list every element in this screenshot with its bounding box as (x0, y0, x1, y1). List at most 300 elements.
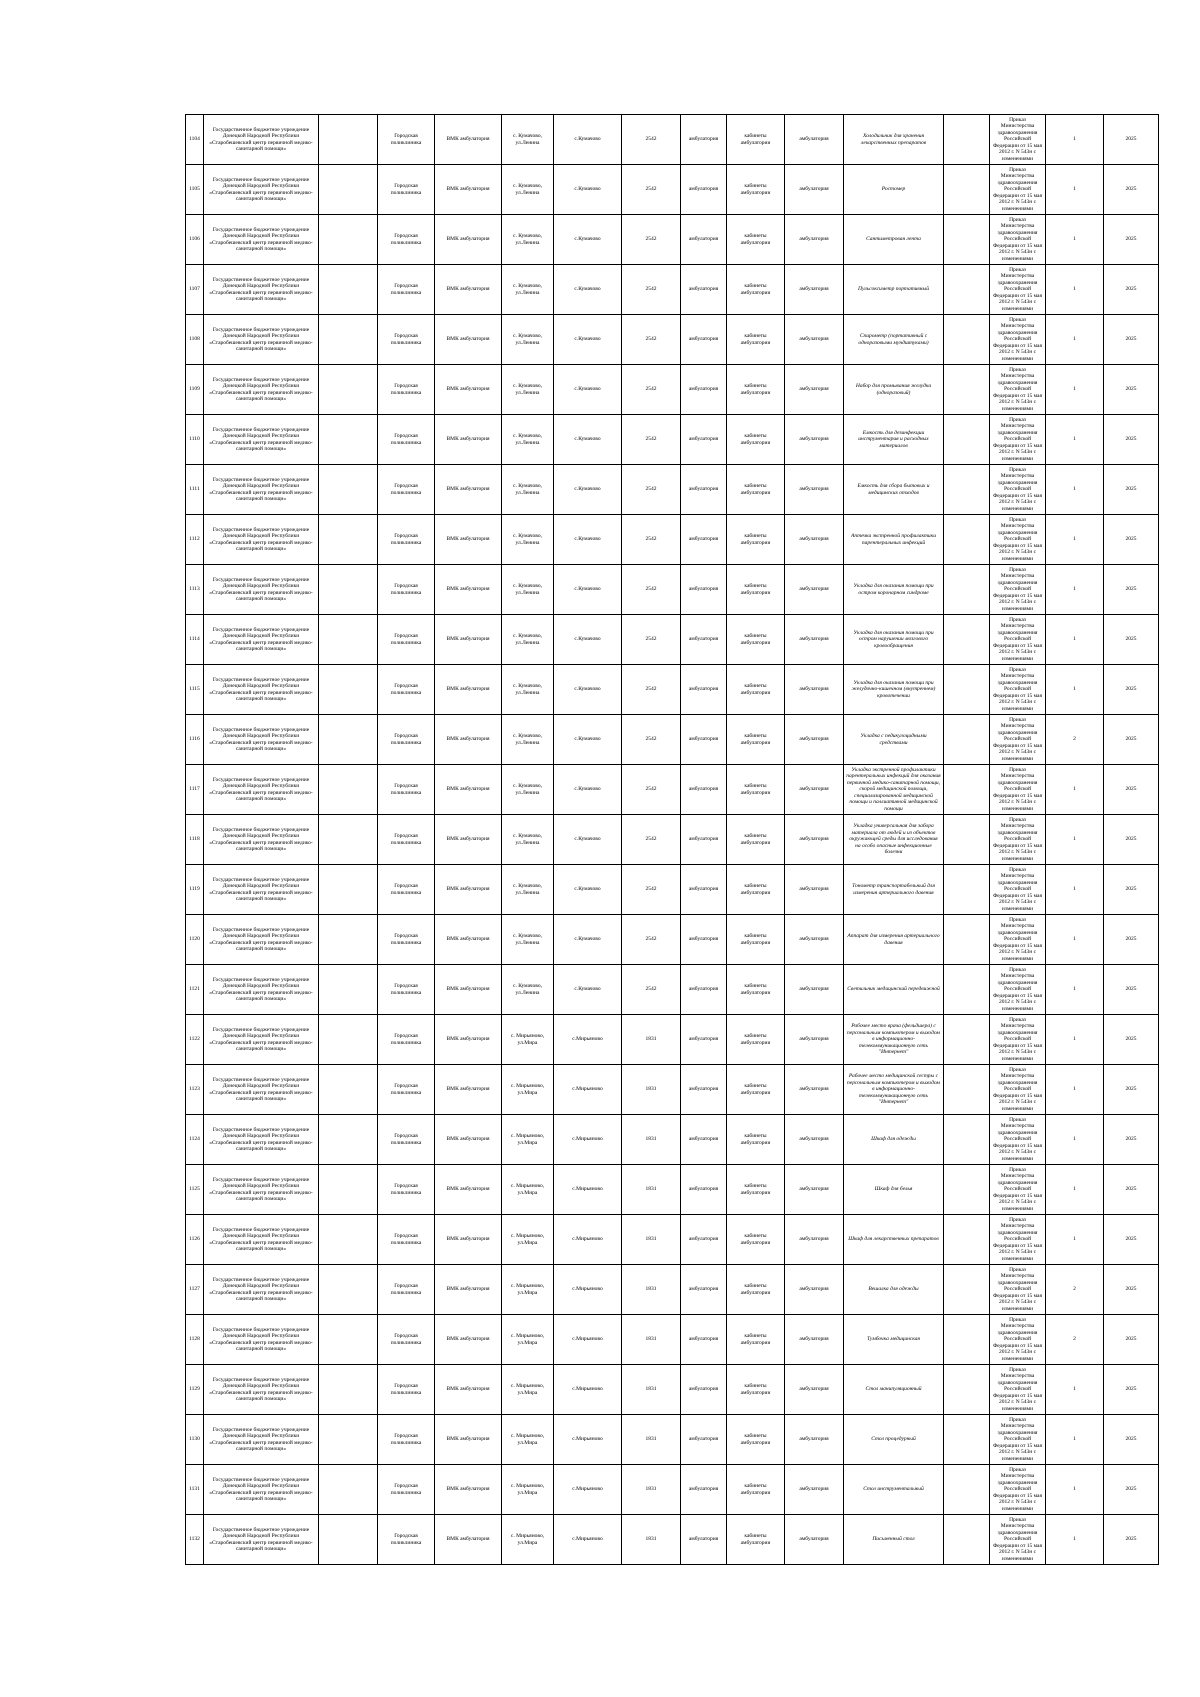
table-row (186, 1115, 1159, 1165)
area-cell: Городская поликлиника (378, 815, 435, 865)
code-cell: 1831 (622, 1115, 681, 1165)
profile-cell: амбулатория (785, 1165, 844, 1215)
code-cell: 1831 (622, 1065, 681, 1115)
organization-cell: Государственное бюджетное учреждение Донецкой Народной Республики «Старобешевский центр первичной медико-санитарной помощи» (204, 615, 319, 665)
row-number: 1127 (186, 1265, 204, 1315)
year-cell: 2025 (1104, 115, 1159, 165)
table-row (186, 1515, 1159, 1565)
empty-cell (319, 1365, 378, 1415)
organization-cell: Государственное бюджетное учреждение Донецкой Народной Республики «Старобешевский центр первичной медико-санитарной помощи» (204, 1365, 319, 1415)
quantity-cell: 1 (1046, 1415, 1104, 1465)
room-cell: кабинеты амбулатории (727, 1215, 785, 1265)
quantity-cell: 1 (1046, 1465, 1104, 1515)
equipment-cell: Рабочее место медицинской сестры с персональным компьютером и выходом в информационно-телекоммуникационную сеть "Интернет" (844, 1065, 944, 1115)
profile-cell: амбулатория (785, 765, 844, 815)
area-cell: Городская поликлиника (378, 515, 435, 565)
department-type-cell: амбулатория (681, 215, 727, 265)
unit-cell: ВМК амбулатория (435, 165, 502, 215)
profile-cell: амбулатория (785, 865, 844, 915)
row-number: 1116 (186, 715, 204, 765)
table-row (186, 465, 1159, 515)
area-cell: Городская поликлиника (378, 1265, 435, 1315)
room-cell: кабинеты амбулатории (727, 115, 785, 165)
row-number: 1104 (186, 115, 204, 165)
empty-cell (944, 1015, 990, 1065)
quantity-cell: 1 (1046, 215, 1104, 265)
locality-cell: с.Мирьяново (554, 1015, 622, 1065)
unit-cell: ВМК амбулатория (435, 915, 502, 965)
address-cell: с. Мирьяново, ул.Мира (502, 1515, 554, 1565)
row-number: 1122 (186, 1015, 204, 1065)
code-cell: 2542 (622, 215, 681, 265)
locality-cell: с.Мирьяново (554, 1115, 622, 1165)
row-number: 1125 (186, 1165, 204, 1215)
organization-cell: Государственное бюджетное учреждение Донецкой Народной Республики «Старобешевский центр первичной медико-санитарной помощи» (204, 515, 319, 565)
locality-cell: с.Кумачово (554, 515, 622, 565)
empty-cell (944, 365, 990, 415)
locality-cell: с.Кумачово (554, 665, 622, 715)
locality-cell: с.Кумачово (554, 765, 622, 815)
year-cell: 2025 (1104, 1115, 1159, 1165)
equipment-cell: Пульсоксиметр портативный (844, 265, 944, 315)
organization-cell: Государственное бюджетное учреждение Донецкой Народной Республики «Старобешевский центр первичной медико-санитарной помощи» (204, 815, 319, 865)
room-cell: кабинеты амбулатории (727, 615, 785, 665)
department-type-cell: амбулатория (681, 265, 727, 315)
year-cell: 2025 (1104, 365, 1159, 415)
empty-cell (944, 215, 990, 265)
empty-cell (319, 1315, 378, 1365)
row-number: 1117 (186, 765, 204, 815)
year-cell: 2025 (1104, 765, 1159, 815)
row-number: 1126 (186, 1215, 204, 1265)
year-cell: 2025 (1104, 965, 1159, 1015)
year-cell: 2025 (1104, 1015, 1159, 1065)
quantity-cell: 1 (1046, 365, 1104, 415)
row-number: 1132 (186, 1515, 204, 1565)
locality-cell: с.Кумачово (554, 715, 622, 765)
department-type-cell: амбулатория (681, 115, 727, 165)
empty-cell (319, 1165, 378, 1215)
year-cell: 2025 (1104, 1265, 1159, 1315)
empty-cell (319, 965, 378, 1015)
address-cell: с. Мирьяново, ул.Мира (502, 1265, 554, 1315)
table-row (186, 1215, 1159, 1265)
address-cell: с. Кумачово, ул.Ленина (502, 215, 554, 265)
row-number: 1106 (186, 215, 204, 265)
unit-cell: ВМК амбулатория (435, 615, 502, 665)
year-cell: 2025 (1104, 1065, 1159, 1115)
address-cell: с. Кумачово, ул.Ленина (502, 465, 554, 515)
year-cell: 2025 (1104, 1365, 1159, 1415)
quantity-cell: 1 (1046, 1065, 1104, 1115)
locality-cell: с.Кумачово (554, 915, 622, 965)
empty-cell (944, 565, 990, 615)
code-cell: 2542 (622, 765, 681, 815)
quantity-cell: 2 (1046, 1315, 1104, 1365)
locality-cell: с.Кумачово (554, 415, 622, 465)
code-cell: 1831 (622, 1365, 681, 1415)
address-cell: с. Кумачово, ул.Ленина (502, 615, 554, 665)
empty-cell (944, 515, 990, 565)
order-reference-cell: Приказ Министерства здравоохранения Российской Федерации от 15 мая 2012 г. N 543н с изменениями (990, 1065, 1046, 1115)
year-cell: 2025 (1104, 1465, 1159, 1515)
organization-cell: Государственное бюджетное учреждение Донецкой Народной Республики «Старобешевский центр первичной медико-санитарной помощи» (204, 1515, 319, 1565)
equipment-cell: Стол манипуляционный (844, 1365, 944, 1415)
empty-cell (944, 315, 990, 365)
room-cell: кабинеты амбулатории (727, 465, 785, 515)
department-type-cell: амбулатория (681, 1115, 727, 1165)
equipment-table (185, 114, 1159, 1565)
address-cell: с. Кумачово, ул.Ленина (502, 515, 554, 565)
organization-cell: Государственное бюджетное учреждение Донецкой Народной Республики «Старобешевский центр первичной медико-санитарной помощи» (204, 415, 319, 465)
unit-cell: ВМК амбулатория (435, 1415, 502, 1465)
code-cell: 1831 (622, 1415, 681, 1465)
empty-cell (319, 1415, 378, 1465)
unit-cell: ВМК амбулатория (435, 465, 502, 515)
equipment-cell: Укладка для оказания помощи при желудочно-кишечном (внутреннем) кровотечении (844, 665, 944, 715)
area-cell: Городская поликлиника (378, 1115, 435, 1165)
locality-cell: с.Кумачово (554, 115, 622, 165)
year-cell: 2025 (1104, 815, 1159, 865)
code-cell: 2542 (622, 165, 681, 215)
equipment-cell: Укладка для оказания помощи при остром нарушении мозгового кровообращения (844, 615, 944, 665)
department-type-cell: амбулатория (681, 815, 727, 865)
empty-cell (319, 1115, 378, 1165)
equipment-cell: Шкаф для лекарственных препаратов (844, 1215, 944, 1265)
department-type-cell: амбулатория (681, 915, 727, 965)
department-type-cell: амбулатория (681, 1365, 727, 1415)
year-cell: 2025 (1104, 1315, 1159, 1365)
quantity-cell: 1 (1046, 915, 1104, 965)
table-row (186, 565, 1159, 615)
organization-cell: Государственное бюджетное учреждение Донецкой Народной Республики «Старобешевский центр первичной медико-санитарной помощи» (204, 1265, 319, 1315)
code-cell: 1831 (622, 1265, 681, 1315)
organization-cell: Государственное бюджетное учреждение Донецкой Народной Республики «Старобешевский центр первичной медико-санитарной помощи» (204, 265, 319, 315)
room-cell: кабинеты амбулатории (727, 1415, 785, 1465)
quantity-cell: 1 (1046, 815, 1104, 865)
locality-cell: с.Мирьяново (554, 1365, 622, 1415)
profile-cell: амбулатория (785, 915, 844, 965)
area-cell: Городская поликлиника (378, 1215, 435, 1265)
table-row (186, 1365, 1159, 1415)
code-cell: 2542 (622, 715, 681, 765)
table-row (186, 1165, 1159, 1215)
locality-cell: с.Кумачово (554, 165, 622, 215)
row-number: 1109 (186, 365, 204, 415)
empty-cell (319, 1065, 378, 1115)
table-row (186, 515, 1159, 565)
year-cell: 2025 (1104, 215, 1159, 265)
profile-cell: амбулатория (785, 465, 844, 515)
empty-cell (944, 265, 990, 315)
year-cell: 2025 (1104, 415, 1159, 465)
equipment-cell: Емкость для сбора бытовых и медицинских отходов (844, 465, 944, 515)
area-cell: Городская поликлиника (378, 665, 435, 715)
locality-cell: с.Кумачово (554, 565, 622, 615)
order-reference-cell: Приказ Министерства здравоохранения Российской Федерации от 15 мая 2012 г. N 543н с изменениями (990, 1265, 1046, 1315)
locality-cell: с.Кумачово (554, 215, 622, 265)
organization-cell: Государственное бюджетное учреждение Донецкой Народной Республики «Старобешевский центр первичной медико-санитарной помощи» (204, 365, 319, 415)
year-cell: 2025 (1104, 1415, 1159, 1465)
order-reference-cell: Приказ Министерства здравоохранения Российской Федерации от 15 мая 2012 г. N 543н с изменениями (990, 115, 1046, 165)
row-number: 1111 (186, 465, 204, 515)
department-type-cell: амбулатория (681, 165, 727, 215)
table-row (186, 265, 1159, 315)
year-cell: 2025 (1104, 565, 1159, 615)
equipment-cell: Укладка универсальная для забора материала от людей и из объектов окружающей среды для исследования на особо опасные инфекционные болезни (844, 815, 944, 865)
room-cell: кабинеты амбулатории (727, 215, 785, 265)
organization-cell: Государственное бюджетное учреждение Донецкой Народной Республики «Старобешевский центр первичной медико-санитарной помощи» (204, 715, 319, 765)
department-type-cell: амбулатория (681, 1215, 727, 1265)
room-cell: кабинеты амбулатории (727, 315, 785, 365)
organization-cell: Государственное бюджетное учреждение Донецкой Народной Республики «Старобешевский центр первичной медико-санитарной помощи» (204, 1115, 319, 1165)
year-cell: 2025 (1104, 265, 1159, 315)
row-number: 1105 (186, 165, 204, 215)
profile-cell: амбулатория (785, 265, 844, 315)
table-row (186, 1415, 1159, 1465)
quantity-cell: 1 (1046, 515, 1104, 565)
department-type-cell: амбулатория (681, 715, 727, 765)
empty-cell (319, 565, 378, 615)
department-type-cell: амбулатория (681, 1015, 727, 1065)
room-cell: кабинеты амбулатории (727, 965, 785, 1015)
equipment-cell: Емкость для дезинфекции инструментария и расходных материалов (844, 415, 944, 465)
order-reference-cell: Приказ Министерства здравоохранения Российской Федерации от 15 мая 2012 г. N 543н с изменениями (990, 615, 1046, 665)
unit-cell: ВМК амбулатория (435, 665, 502, 715)
equipment-cell: Сантиметровая лента (844, 215, 944, 265)
locality-cell: с.Мирьяново (554, 1465, 622, 1515)
order-reference-cell: Приказ Министерства здравоохранения Российской Федерации от 15 мая 2012 г. N 543н с изменениями (990, 215, 1046, 265)
year-cell: 2025 (1104, 615, 1159, 665)
year-cell: 2025 (1104, 165, 1159, 215)
room-cell: кабинеты амбулатории (727, 1465, 785, 1515)
organization-cell: Государственное бюджетное учреждение Донецкой Народной Республики «Старобешевский центр первичной медико-санитарной помощи» (204, 865, 319, 915)
address-cell: с. Мирьяново, ул.Мира (502, 1365, 554, 1415)
code-cell: 1831 (622, 1315, 681, 1365)
table-row (186, 615, 1159, 665)
profile-cell: амбулатория (785, 1465, 844, 1515)
equipment-cell: Укладка для оказания помощи при остром коронарном синдроме (844, 565, 944, 615)
department-type-cell: амбулатория (681, 515, 727, 565)
address-cell: с. Мирьяново, ул.Мира (502, 1415, 554, 1465)
table-row (186, 315, 1159, 365)
area-cell: Городская поликлиника (378, 765, 435, 815)
quantity-cell: 1 (1046, 665, 1104, 715)
year-cell: 2025 (1104, 865, 1159, 915)
quantity-cell: 1 (1046, 1365, 1104, 1415)
quantity-cell: 1 (1046, 865, 1104, 915)
year-cell: 2025 (1104, 715, 1159, 765)
empty-cell (944, 1065, 990, 1115)
unit-cell: ВМК амбулатория (435, 965, 502, 1015)
empty-cell (319, 665, 378, 715)
row-number: 1120 (186, 915, 204, 965)
unit-cell: ВМК амбулатория (435, 1015, 502, 1065)
empty-cell (319, 465, 378, 515)
unit-cell: ВМК амбулатория (435, 415, 502, 465)
unit-cell: ВМК амбулатория (435, 815, 502, 865)
unit-cell: ВМК амбулатория (435, 1465, 502, 1515)
row-number: 1119 (186, 865, 204, 915)
profile-cell: амбулатория (785, 365, 844, 415)
order-reference-cell: Приказ Министерства здравоохранения Российской Федерации от 15 мая 2012 г. N 543н с изменениями (990, 165, 1046, 215)
quantity-cell: 1 (1046, 765, 1104, 815)
organization-cell: Государственное бюджетное учреждение Донецкой Народной Республики «Старобешевский центр первичной медико-санитарной помощи» (204, 965, 319, 1015)
unit-cell: ВМК амбулатория (435, 565, 502, 615)
empty-cell (944, 415, 990, 465)
department-type-cell: амбулатория (681, 415, 727, 465)
profile-cell: амбулатория (785, 665, 844, 715)
row-number: 1110 (186, 415, 204, 465)
quantity-cell: 1 (1046, 1165, 1104, 1215)
area-cell: Городская поликлиника (378, 415, 435, 465)
empty-cell (944, 1265, 990, 1315)
table-row (186, 1265, 1159, 1315)
organization-cell: Государственное бюджетное учреждение Донецкой Народной Республики «Старобешевский центр первичной медико-санитарной помощи» (204, 315, 319, 365)
unit-cell: ВМК амбулатория (435, 1165, 502, 1215)
table-row (186, 115, 1159, 165)
department-type-cell: амбулатория (681, 1265, 727, 1315)
quantity-cell: 1 (1046, 565, 1104, 615)
profile-cell: амбулатория (785, 115, 844, 165)
code-cell: 2542 (622, 265, 681, 315)
code-cell: 2542 (622, 915, 681, 965)
room-cell: кабинеты амбулатории (727, 565, 785, 615)
table-row (186, 765, 1159, 815)
organization-cell: Государственное бюджетное учреждение Донецкой Народной Республики «Старобешевский центр первичной медико-санитарной помощи» (204, 565, 319, 615)
department-type-cell: амбулатория (681, 1065, 727, 1115)
year-cell: 2025 (1104, 515, 1159, 565)
order-reference-cell: Приказ Министерства здравоохранения Российской Федерации от 15 мая 2012 г. N 543н с изменениями (990, 315, 1046, 365)
locality-cell: с.Мирьяново (554, 1065, 622, 1115)
organization-cell: Государственное бюджетное учреждение Донецкой Народной Республики «Старобешевский центр первичной медико-санитарной помощи» (204, 665, 319, 715)
area-cell: Городская поликлиника (378, 1465, 435, 1515)
empty-cell (944, 1215, 990, 1265)
unit-cell: ВМК амбулатория (435, 865, 502, 915)
table-row (186, 815, 1159, 865)
quantity-cell: 1 (1046, 1215, 1104, 1265)
profile-cell: амбулатория (785, 1315, 844, 1365)
empty-cell (319, 815, 378, 865)
equipment-cell: Спирометр (портативный с одноразовыми мундштуками) (844, 315, 944, 365)
row-number: 1115 (186, 665, 204, 715)
address-cell: с. Мирьяново, ул.Мира (502, 1065, 554, 1115)
address-cell: с. Кумачово, ул.Ленина (502, 965, 554, 1015)
organization-cell: Государственное бюджетное учреждение Донецкой Народной Республики «Старобешевский центр первичной медико-санитарной помощи» (204, 1465, 319, 1515)
department-type-cell: амбулатория (681, 1465, 727, 1515)
empty-cell (319, 115, 378, 165)
address-cell: с. Кумачово, ул.Ленина (502, 815, 554, 865)
empty-cell (944, 715, 990, 765)
unit-cell: ВМК амбулатория (435, 365, 502, 415)
area-cell: Городская поликлиника (378, 715, 435, 765)
department-type-cell: амбулатория (681, 665, 727, 715)
quantity-cell: 2 (1046, 715, 1104, 765)
order-reference-cell: Приказ Министерства здравоохранения Российской Федерации от 15 мая 2012 г. N 543н с изменениями (990, 965, 1046, 1015)
empty-cell (944, 115, 990, 165)
order-reference-cell: Приказ Министерства здравоохранения Российской Федерации от 15 мая 2012 г. N 543н с изменениями (990, 1215, 1046, 1265)
equipment-cell: Рабочее место врача (фельдшера) с персональным компьютером и выходом в информационно-телекоммуникационную сеть "Интернет" (844, 1015, 944, 1065)
organization-cell: Государственное бюджетное учреждение Донецкой Народной Республики «Старобешевский центр первичной медико-санитарной помощи» (204, 215, 319, 265)
empty-cell (319, 615, 378, 665)
equipment-cell: Стол процедурный (844, 1415, 944, 1465)
address-cell: с. Кумачово, ул.Ленина (502, 115, 554, 165)
code-cell: 2542 (622, 315, 681, 365)
code-cell: 2542 (622, 615, 681, 665)
address-cell: с. Кумачово, ул.Ленина (502, 865, 554, 915)
table-row (186, 965, 1159, 1015)
area-cell: Городская поликлиника (378, 365, 435, 415)
unit-cell: ВМК амбулатория (435, 215, 502, 265)
unit-cell: ВМК амбулатория (435, 265, 502, 315)
address-cell: с. Кумачово, ул.Ленина (502, 265, 554, 315)
locality-cell: с.Мирьяново (554, 1265, 622, 1315)
order-reference-cell: Приказ Министерства здравоохранения Российской Федерации от 15 мая 2012 г. N 543н с изменениями (990, 1415, 1046, 1465)
profile-cell: амбулатория (785, 315, 844, 365)
department-type-cell: амбулатория (681, 1415, 727, 1465)
order-reference-cell: Приказ Министерства здравоохранения Российской Федерации от 15 мая 2012 г. N 543н с изменениями (990, 1365, 1046, 1415)
unit-cell: ВМК амбулатория (435, 1315, 502, 1365)
room-cell: кабинеты амбулатории (727, 1065, 785, 1115)
area-cell: Городская поликлиника (378, 1065, 435, 1115)
address-cell: с. Кумачово, ул.Ленина (502, 565, 554, 615)
empty-cell (944, 1115, 990, 1165)
organization-cell: Государственное бюджетное учреждение Донецкой Народной Республики «Старобешевский центр первичной медико-санитарной помощи» (204, 1415, 319, 1465)
empty-cell (944, 1315, 990, 1365)
locality-cell: с.Кумачово (554, 965, 622, 1015)
profile-cell: амбулатория (785, 415, 844, 465)
code-cell: 1831 (622, 1215, 681, 1265)
year-cell: 2025 (1104, 1215, 1159, 1265)
profile-cell: амбулатория (785, 715, 844, 765)
area-cell: Городская поликлиника (378, 215, 435, 265)
equipment-cell: Шкаф для одежды (844, 1115, 944, 1165)
row-number: 1128 (186, 1315, 204, 1365)
unit-cell: ВМК амбулатория (435, 1515, 502, 1565)
empty-cell (944, 1465, 990, 1515)
code-cell: 2542 (622, 465, 681, 515)
year-cell: 2025 (1104, 1515, 1159, 1565)
profile-cell: амбулатория (785, 1065, 844, 1115)
empty-cell (319, 865, 378, 915)
empty-cell (944, 915, 990, 965)
empty-cell (319, 165, 378, 215)
equipment-cell: Светильник медицинский передвижной (844, 965, 944, 1015)
code-cell: 2542 (622, 815, 681, 865)
equipment-cell: Набор для промывания желудка (одноразовый) (844, 365, 944, 415)
address-cell: с. Кумачово, ул.Ленина (502, 315, 554, 365)
order-reference-cell: Приказ Министерства здравоохранения Российской Федерации от 15 мая 2012 г. N 543н с изменениями (990, 1015, 1046, 1065)
locality-cell: с.Мирьяново (554, 1215, 622, 1265)
locality-cell: с.Кумачово (554, 265, 622, 315)
order-reference-cell: Приказ Министерства здравоохранения Российской Федерации от 15 мая 2012 г. N 543н с изменениями (990, 715, 1046, 765)
equipment-cell: Стол инструментальный (844, 1465, 944, 1515)
table-row (186, 1015, 1159, 1065)
address-cell: с. Кумачово, ул.Ленина (502, 365, 554, 415)
unit-cell: ВМК амбулатория (435, 1365, 502, 1415)
room-cell: кабинеты амбулатории (727, 715, 785, 765)
year-cell: 2025 (1104, 315, 1159, 365)
organization-cell: Государственное бюджетное учреждение Донецкой Народной Республики «Старобешевский центр первичной медико-санитарной помощи» (204, 1065, 319, 1115)
organization-cell: Государственное бюджетное учреждение Донецкой Народной Республики «Старобешевский центр первичной медико-санитарной помощи» (204, 115, 319, 165)
code-cell: 1831 (622, 1165, 681, 1215)
organization-cell: Государственное бюджетное учреждение Донецкой Народной Республики «Старобешевский центр первичной медико-санитарной помощи» (204, 1015, 319, 1065)
area-cell: Городская поликлиника (378, 1165, 435, 1215)
unit-cell: ВМК амбулатория (435, 1115, 502, 1165)
quantity-cell: 1 (1046, 315, 1104, 365)
code-cell: 1831 (622, 1015, 681, 1065)
row-number: 1118 (186, 815, 204, 865)
